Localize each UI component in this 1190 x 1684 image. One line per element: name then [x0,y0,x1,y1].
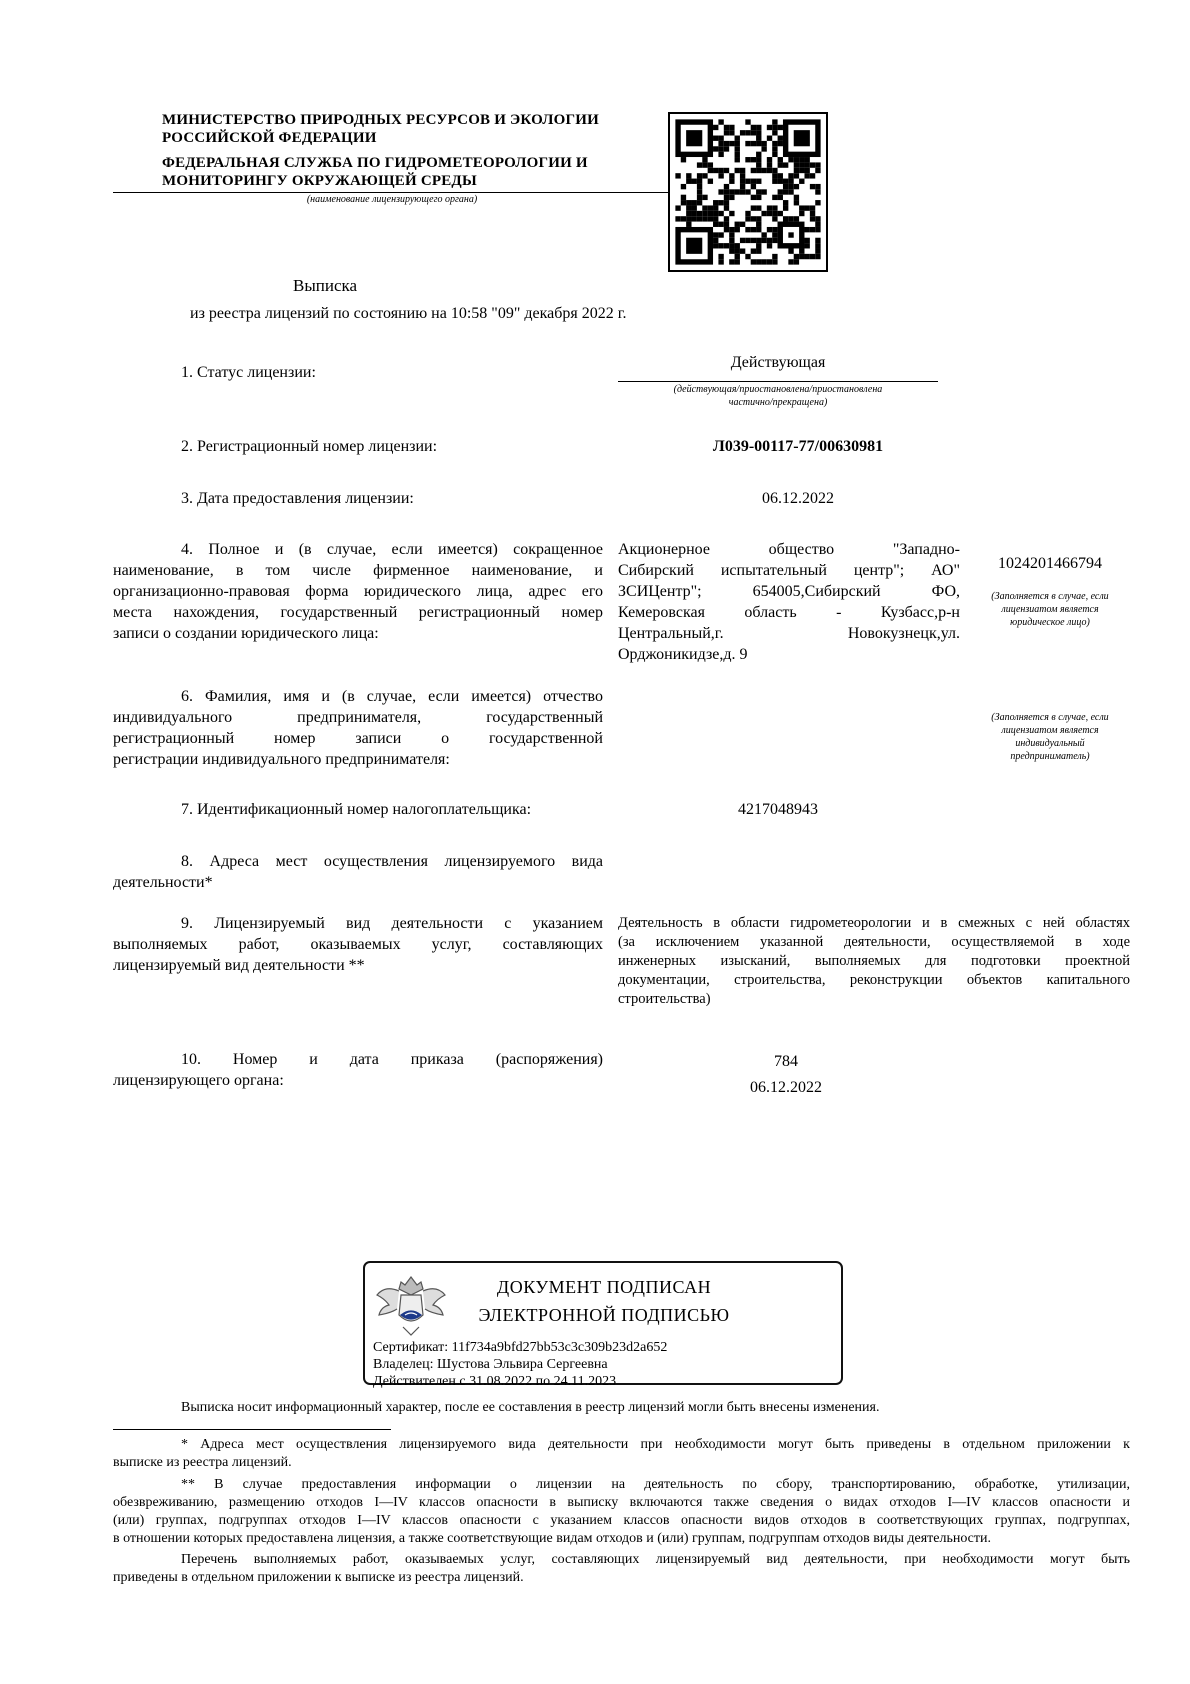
qr-code [668,112,828,272]
activity-label-line: выполняемых работ, оказываемых услуг, составляющих [113,936,603,953]
signature-stamp [363,1261,843,1389]
order-label [113,1049,603,1091]
addresses-label-line: 8. Адреса мест осуществления лицензируемого вида [181,853,603,870]
ministry-name-line1: МИНИСТЕРСТВО ПРИРОДНЫХ РЕСУРСОВ И ЭКОЛОГИИ [162,112,599,128]
certificate-validity: Действителен с 31.08.2022 по 24.11.2023 [373,1374,617,1389]
footnote-line: приведены в отдельном приложении к выписке из реестра лицензий. [113,1570,524,1585]
legal-entity-note-line3: юридическое лицо) [1010,617,1090,628]
activity-value-line: инженерных изысканий, выполняемых для подготовки проектной [618,953,1130,969]
order-label-line: 10. Номер и дата приказа (распоряжения) [181,1051,603,1068]
document-subtitle: из реестра лицензий по состоянию на 10:58 "09" декабря 2022 г. [190,305,627,322]
addresses-label [113,851,603,893]
legal-entity-value-line: Акционерное общество "Западно- [618,541,960,558]
status-caption-line2: частично/прекращена) [728,397,828,408]
legal-entity-label-line: наименование, в том числе фирменное наименование, и [113,562,603,579]
footnote-line: Перечень выполняемых работ, оказываемых услуг, составляющих лицензируемый вид деятельности, при необходимости могут быть [181,1552,1130,1567]
activity-value-line: документации, строительства, реконструкции объектов капитального [618,972,1130,988]
inn-value: 4217048943 [738,801,818,818]
footnote-line: выписке из реестра лицензий. [113,1455,292,1470]
legal-entity-note-line1: (Заполняется в случае, если [991,591,1109,602]
informational-notice: Выписка носит информационный характер, после ее составления в реестр лицензий могли быть внесены изменения. [181,1400,880,1415]
footnote-1 [113,1436,1130,1472]
legal-entity-value [618,539,960,665]
addresses-label-line: деятельности* [113,874,213,891]
status-underline [618,381,938,382]
entrepreneur-label-line: регистрационный номер записи о государственной [113,730,603,747]
service-name-line2: МОНИТОРИНГУ ОКРУЖАЮЩЕЙ СРЕДЫ [162,173,477,189]
service-name-line1: ФЕДЕРАЛЬНАЯ СЛУЖБА ПО ГИДРОМЕТЕОРОЛОГИИ И [162,155,588,171]
order-number: 784 [774,1053,798,1070]
order-label-line: лицензирующего органа: [113,1072,284,1089]
footnote-3 [113,1551,1130,1587]
activity-value-line: Деятельность в области гидрометеорологии и в смежных с ней областях [618,915,1130,931]
order-date: 06.12.2022 [750,1079,822,1096]
legal-entity-value-line: Центральный,г. Новокузнецк,ул. [618,625,960,642]
activity-label-line: лицензируемый вид деятельности ** [113,957,365,974]
footnote-2 [113,1476,1130,1548]
ogrn-value: 1024201466794 [998,555,1102,572]
legal-entity-note-line2: лицензиатом является [1001,604,1099,615]
legal-entity-value-line: Кемеровская область - Кузбасс,р-н [618,604,960,621]
footnote-line: в отношении которых предоставлена лицензия, а также соответствующие видам отходов и (или) группам, подгруппам отходов виды деятельности. [113,1531,992,1546]
stamp-title-line1: ДОКУМЕНТ ПОДПИСАН [496,1277,712,1297]
stamp-title-line2: ЭЛЕКТРОННОЙ ПОДПИСЬЮ [478,1305,730,1325]
activity-value-line: строительства) [618,991,711,1007]
certificate-owner: Владелец: Шустова Эльвира Сергеевна [373,1357,608,1372]
footnote-line: ** В случае предоставления информации о лицензии на деятельность по сбору, транспортированию, обработке, утилизации, [181,1477,1130,1492]
licensing-body-caption: (наименование лицензирующего органа) [306,194,478,205]
issue-date-label: 3. Дата предоставления лицензии: [181,490,414,507]
entrepreneur-note-line3: индивидуальный [1015,738,1085,749]
entrepreneur-note-line4: предприниматель) [1010,751,1090,762]
entrepreneur-label [113,686,603,770]
reg-number-label: 2. Регистрационный номер лицензии: [181,438,438,455]
qr-code-image [670,114,826,270]
legal-entity-label-line: 4. Полное и (в случае, если имеется) сокращенное [181,541,603,558]
ministry-name-line2: РОССИЙСКОЙ ФЕДЕРАЦИИ [162,130,377,146]
activity-label-line: 9. Лицензируемый вид деятельности с указанием [181,915,603,932]
legal-entity-label-line: записи о создании юридического лица: [113,625,379,642]
legal-entity-value-line: Сибирский испытательный центр"; АО" [618,562,960,579]
activity-value [618,914,1130,1009]
legal-entity-value-line: Орджоникидзе,д. 9 [618,646,748,663]
legal-entity-label-line: места нахождения, государственный регистрационный номер [113,604,603,621]
footnote-line: обезвреживанию, размещению отходов I—IV классов опасности в выписку включаются также сведения о видах отходов I—IV классов опасности и [113,1495,1130,1510]
certificate-number: Сертификат: 11f734a9bfd27bb53c3c309b23d2a652 [373,1340,668,1355]
issue-date-value: 06.12.2022 [762,490,834,507]
document-title: Выписка [293,276,358,295]
entrepreneur-label-line: 6. Фамилия, имя и (в случае, если имеется) отчество [181,688,603,705]
reg-number-value: Л039-00117-77/00630981 [712,438,884,455]
footnote-line: * Адреса мест осуществления лицензируемого вида деятельности при необходимости могут быть приведены в отдельном приложении к [181,1437,1130,1452]
status-caption-line1: (действующая/приостановлена/приостановлена [673,384,883,395]
legal-entity-label [113,539,603,644]
entrepreneur-note-line1: (Заполняется в случае, если [991,712,1109,723]
status-value: Действующая [730,354,826,371]
footnote-line: (или) группах, подгруппах отходов I—IV классов опасности с указанием классов опасности видов отходов в соответствующих группах, подгруппах, [113,1513,1130,1528]
entrepreneur-label-line: регистрации индивидуального предпринимателя: [113,751,450,768]
entrepreneur-note-line2: лицензиатом является [1001,725,1099,736]
legal-entity-value-line: ЗСИЦентр"; 654005,Сибирский ФО, [618,583,960,600]
header-underline [113,192,668,193]
footnote-separator [113,1429,391,1430]
status-label: 1. Статус лицензии: [181,364,316,381]
activity-label [113,913,603,976]
legal-entity-label-line: организационно-правовая форма юридического лица, адрес его [113,583,603,600]
activity-value-line: (за исключением указанной деятельности, осуществляемой в ходе [618,934,1130,950]
entrepreneur-label-line: индивидуального предпринимателя, государственный [113,709,603,726]
inn-label: 7. Идентификационный номер налогоплательщика: [181,801,532,818]
